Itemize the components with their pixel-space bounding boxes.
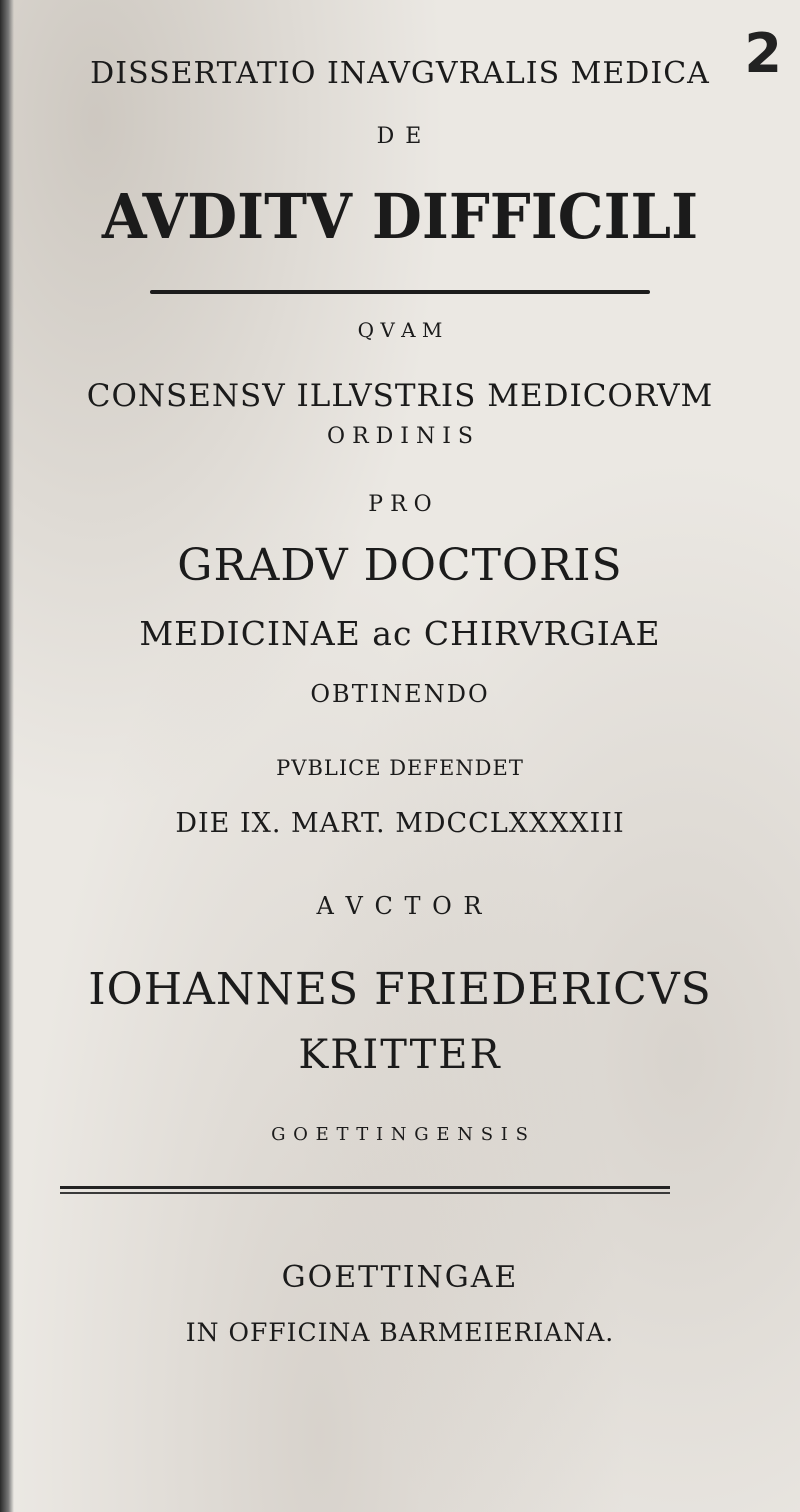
title-rule bbox=[150, 290, 650, 294]
consensv-line: CONSENSV ILLVSTRIS MEDICORVM bbox=[86, 378, 714, 414]
avctor-line: A V C T O R bbox=[316, 892, 484, 920]
gradv-doctoris-line: GRADV DOCTORIS bbox=[177, 540, 623, 591]
pvblice-defendet-line: PVBLICE DEFENDET bbox=[276, 756, 524, 780]
dissertation-heading: DISSERTATIO INAVGVRALIS MEDICA bbox=[90, 56, 710, 91]
defense-date-line: DIE IX. MART. MDCCLXXXXIII bbox=[175, 808, 625, 839]
qvam-line: Q V A M bbox=[357, 318, 443, 342]
obtinendo-line: OBTINENDO bbox=[310, 680, 490, 708]
imprint-place: GOETTINGAE bbox=[281, 1260, 519, 1295]
dissertation-title: AVDITV DIFFICILI bbox=[101, 180, 699, 253]
medicinae-line: MEDICINAE ac CHIRVRGIAE bbox=[139, 614, 661, 653]
pro-line: P R O bbox=[368, 492, 432, 517]
preposition-de: D E bbox=[376, 124, 424, 149]
imprint-printer: IN OFFICINA BARMEIERIANA. bbox=[185, 1318, 615, 1347]
page-number: 2 bbox=[744, 22, 782, 85]
author-surname: KRITTER bbox=[298, 1032, 502, 1078]
author-origin: G O E T T I N G E N S I S bbox=[271, 1124, 529, 1145]
ordinis-line: O R D I N I S bbox=[327, 424, 473, 449]
author-given-names: IOHANNES FRIEDERICVS bbox=[88, 964, 712, 1015]
imprint-rule bbox=[60, 1186, 670, 1194]
